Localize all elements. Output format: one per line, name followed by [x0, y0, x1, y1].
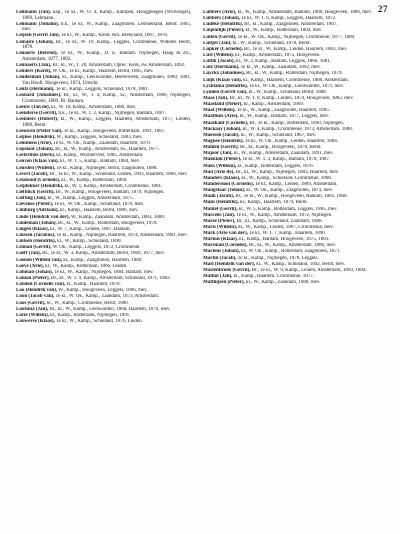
entry-text: kl., W., Kamp., Schieland, 1870, Bernt. — [232, 40, 311, 46]
register-entry — [16, 111, 191, 117]
register-entry — [16, 239, 191, 245]
entry-name: Loeve (Arie), — [16, 263, 44, 269]
entry-text: 1e kl., Kamp., Leiden, 1889, Amsterdam. — [255, 181, 338, 187]
entry-text: kl., W. 7, Kamp., Leiden, 1867, Bantam. — [50, 226, 131, 232]
entry-name: Lentz (Hermann), — [16, 86, 55, 92]
register-entry — [16, 40, 191, 51]
entry-name: Lemaire (Johan), — [16, 39, 54, 45]
register-entry — [16, 172, 191, 178]
register-entry — [16, 227, 191, 233]
register-entry — [16, 105, 191, 111]
register-entry — [203, 16, 378, 22]
entry-text: kl., Kamp., Leeuwarden, Heerenveen, Zaagmolen, 1869, 1881, Van Hooft, Hoogeveen, 1874, Utrecht. — [22, 75, 191, 86]
entry-text: kl., W. 4, Kamp., Crommenie, 1873, Amsterdam, 1880. — [242, 126, 353, 132]
entry-text: Br., 1e kl., W. 9, Kamp., Leiden, Amsterdam, 1869, 1884. — [251, 267, 367, 273]
entry-text: kl., W. Ok., Kamp., Zaagmolen, 1874, mev. — [246, 188, 334, 194]
entry-name: Linssen (Jacobus), — [16, 233, 56, 239]
register-entry — [203, 256, 378, 262]
entry-text: kl., Kamp., Haarlem, 1878. — [66, 282, 121, 288]
register-entry — [203, 28, 378, 34]
entry-text: Br., 1e kl., W., Kamp., Leiden, Haarlem, 1883, mev. — [244, 46, 348, 52]
entry-name: Martens (Johan), — [203, 249, 240, 255]
entry-text: W., Kamp., Leggels, Schieland, 1883, mev. — [56, 134, 143, 140]
entry-name: Lenders (Karel), — [16, 69, 52, 75]
entry-name: Lehmann (Jan), — [16, 10, 51, 15]
entry-name: Mandersloot (Cornelis), — [203, 181, 254, 187]
entry-text: kl., W. 5, Kamp., Rotterdam, Leggels, 1885, mev. — [238, 206, 338, 212]
register-entry — [203, 280, 378, 286]
entry-name: Mantel (Gerrit), — [203, 206, 238, 212]
entry-name: Lemmens (Arie), — [16, 140, 53, 146]
entry-text: 1e kl., W., Kamp., D. E. Bantam. Nijmegen, Haag & Zn., Amsterdam, 1877, 1882. — [22, 51, 191, 62]
entry-name: Leeuwen (Pieter van), — [16, 128, 63, 134]
register-entry — [16, 178, 191, 184]
entry-text: W. Ok., Kamp., Leggels, 1872, Crommenie. — [52, 245, 141, 251]
entry-name: Maessen (Jacob), — [203, 132, 240, 138]
entry-text: 1e kl., W., Kamp., Amsterdam, 1872, Nijmegen. — [236, 212, 333, 218]
register-entry — [16, 221, 191, 227]
register-entry — [203, 78, 378, 84]
entry-text: Br., kl., Kamp., Schieland, Zaandam, 1888. — [236, 218, 323, 224]
entry-text: kap., 1e kl., W. O. 4, Kamp., Kampen, Hooggelegen (Wolvengel), 1869, Lehmann. — [22, 10, 191, 21]
entry-name: Lexmond (Cornelis), — [16, 177, 61, 183]
entry-text: 1e kl., W. T. 7, Kamp., Haarlem, 1890. — [249, 231, 326, 237]
register-entry — [16, 319, 191, 325]
register-entry — [203, 22, 378, 28]
entry-text: Br., kl., W., Kamp., Amsterdam, 1886, mev. — [248, 243, 336, 249]
entry-name: Loeff (Jan), — [16, 251, 41, 257]
register-entry — [203, 262, 378, 268]
register-entry — [16, 10, 191, 21]
entry-text: 1e kl., W. Ok., Kamp., Leiden, Haarlem, 1884. — [244, 138, 338, 144]
register-entry — [16, 135, 191, 141]
register-entry — [203, 65, 378, 71]
entry-name: Mackaay (Johan), — [203, 126, 242, 132]
entry-name: Loon (Jacob van), — [16, 294, 55, 300]
entry-text: kl., W., Kamp., Amsterdam, Zaandam, 1891, mev. — [233, 151, 334, 157]
entry-text: kl., W., Kamp., Schieland, Crommenie, 1868. — [241, 175, 333, 181]
entry-text: kl., Kamp., Rotterdam, Leggels, 1876. — [237, 163, 314, 169]
entry-text: Br., kl., W., Kamp., Leeuwarden, 1868, Haarlem, 1879, mev. — [49, 306, 171, 312]
entry-text: 1e kl., Kamp., Nijmegen, Bernt, Zaagmolen, 1888. — [56, 165, 158, 171]
entry-name: Lindeman (Johan), — [16, 220, 57, 226]
register-entry — [16, 22, 191, 33]
register-entry — [16, 141, 191, 147]
entry-name: Maas (Jan), — [203, 95, 229, 101]
register-entry — [16, 147, 191, 153]
entry-name: Luijk (Klaas van), — [203, 77, 242, 83]
entry-text: Br., kl., W., T. 20, Amsterdam, Oprec. Kerk, Iw. Amsterdam, 1892. — [52, 62, 186, 68]
register-entry — [16, 288, 191, 294]
register-entry — [16, 202, 191, 208]
entry-text: kl., Kamp., Wormerveer, 1885, Amsterdam. — [56, 153, 144, 159]
entry-text: kl., Kamp., Haarlem, Crommenie, 1877. — [233, 274, 314, 280]
entry-text: kl., W., Kamp., Zaandam, 1880, mev. — [245, 280, 321, 286]
entry-text: kl., Kamp., Amsterdam, 1869. — [243, 102, 304, 108]
register-entry — [203, 10, 378, 16]
register-entry — [16, 93, 191, 104]
entry-text: kl., W., Kamp., Rotterdam, 1884, mev. — [245, 28, 323, 34]
entry-name: Luitjes (Jan), — [203, 40, 232, 46]
entry-text: Br., kl., W. T. 9, Kamp., Amsterdam, Schieland, 1871, 1882. — [51, 276, 171, 282]
entry-name: Marcelis (Jan), — [203, 212, 235, 218]
register-entry — [16, 215, 191, 221]
entry-text: 1e kl., Kamp., Leggels, Schieland, 1878, 1881. — [55, 86, 150, 92]
register-entry — [203, 47, 378, 53]
register-entry — [16, 196, 191, 202]
entry-text: kl., W., Kamp., Schieland, 1890. — [57, 239, 122, 245]
entry-name: Leonard (Johannes), — [16, 93, 62, 98]
register-entry — [16, 33, 191, 39]
entry-name: Lievense (Pieter), — [16, 202, 54, 208]
entry-name: Leusden (Willem), — [16, 165, 56, 171]
register-entry — [16, 313, 191, 319]
entry-name: Lesterhuis (Derk), — [16, 153, 55, 159]
entry-name: Leijnse (Hendrik), — [16, 134, 56, 140]
register-entry — [203, 157, 378, 163]
entry-text: kl., Kamp., Amsterdam, 1875, Hoogeveen. — [235, 52, 321, 58]
entry-name: Markus (Klaas), — [203, 237, 238, 243]
entry-text: 1e kl., W., Kamp., Kleid. Am. Breeyland, 1867, 1876. — [61, 33, 169, 39]
entry-name: Lehmann (Johann), — [16, 21, 59, 27]
entry-name: Loo (Hendrik van), — [16, 288, 58, 294]
entry-text: 1e kl., Kamp., Nijmegen, 1878, Leggels. — [237, 255, 319, 261]
register-entry — [203, 35, 378, 41]
entry-name: Leenderse (Gerrit), — [16, 110, 58, 116]
entry-name: Linde (Hendrik van der), — [16, 214, 70, 220]
entry-name: Leuven (Klaas van), — [16, 159, 59, 165]
entry-text: 1e kl., W. T. 6, Kamp., Leggels, Haarlem, 1872. — [241, 16, 337, 22]
entry-text: b.k., 1e kl., W. T. 2, Kamp., Nijmegen, Bantam, 1887. — [58, 110, 166, 116]
entry-name: Loenen (Willem van), — [16, 257, 63, 263]
entry-text: Br., 1e kl., W., Kamp., Hoogeveen, Bantam, 1881, 1866. — [235, 194, 348, 200]
entry-name: Luijendijk (Pieter), — [203, 28, 245, 34]
register-entry — [203, 225, 378, 231]
register-entry — [203, 207, 378, 213]
entry-name: Marsman (Cornelis), — [203, 243, 248, 249]
register-entry — [203, 151, 378, 157]
entry-name: Lorié (Willem), — [16, 312, 49, 318]
entry-name: Lennaerts (Jan), — [16, 62, 52, 68]
register-entry — [16, 307, 191, 313]
register-entry — [16, 276, 191, 282]
register-entry — [203, 90, 378, 96]
entry-name: Luiten (Gerrit), — [203, 34, 237, 40]
register-entry — [203, 145, 378, 151]
entry-name: Lintsen (Hendrik), — [16, 239, 56, 245]
entry-name: Mark (Arie van der), — [203, 231, 248, 237]
entry-name: Matthijsen (Pieter), — [203, 280, 245, 286]
entry-text: Br., kl., W. T. 8, Kamp., Leiden, 1874, Hoogeveen, 1882, mev. — [229, 95, 354, 101]
entry-name: Mast (Hendrik van der), — [203, 261, 256, 267]
register-entry — [16, 153, 191, 159]
entry-name: Lycklama (Hendrik), — [203, 83, 248, 89]
entry-name: Lieftinck (Gerrit), — [16, 190, 55, 196]
entry-name: Lust (Willem), — [203, 52, 234, 58]
register-entry — [203, 84, 378, 90]
register-entry — [16, 69, 191, 75]
entry-name: Lubbers (Johan), — [203, 16, 240, 22]
left-column — [16, 10, 191, 325]
entry-name: Lutz (Hermann), — [203, 65, 240, 71]
register-entry — [16, 190, 191, 196]
register-entry — [203, 213, 378, 219]
register-entry — [16, 129, 191, 135]
entry-text: kl., Kamp., Haarlem, Crommenie, 1886, Amsterdam. — [243, 77, 349, 83]
entry-name: Lisman (Gerrit), — [16, 245, 52, 251]
register-entry — [203, 121, 378, 127]
entry-text: 1e kl., W. Ok., Kamp., Zaandam, 1873, Amsterdam. — [55, 294, 160, 300]
entry-name: Lingen (Klaas), — [16, 226, 49, 232]
register-entry — [203, 249, 378, 255]
register-entry — [16, 301, 191, 307]
register-entry — [203, 59, 378, 65]
page-number: 27 — [378, 4, 388, 14]
entry-name: Leenders (Hubert), — [16, 116, 59, 122]
entry-name: Mastenbroek (Gerrit), — [203, 267, 251, 273]
register-entry — [203, 274, 378, 280]
entry-text: kl., Kamp., Rotterdam, Nijmegen, 1891. — [50, 312, 131, 318]
entry-text: 1e kl., Kamp., Nijmegen, Haarlem, 1874, Amsterdam, 1881, mev. — [56, 233, 188, 239]
entry-text: kl., W., Kamp., Leggels, Amsterdam, 1875. — [47, 196, 134, 202]
entry-name: Man (Arie de), — [203, 169, 235, 175]
entry-name: Leeuw (Jan de), — [16, 104, 50, 110]
register-entry — [203, 237, 378, 243]
entry-name: Leijsen (Gerrit Jan), — [16, 33, 60, 39]
entry-name: Lootsma (Jan), — [16, 306, 49, 312]
register-entry — [16, 75, 191, 86]
entry-name: Loman (Pieter), — [16, 276, 50, 282]
entry-text: 1e kl., W. Ok., Kamp., Schieland, 1870, mev. — [54, 202, 145, 208]
entry-text: kl., Kamp., Haarlem, Bernt, 1886, mev. — [59, 208, 139, 214]
register-entry — [203, 41, 378, 47]
register-entry — [16, 233, 191, 239]
entry-name: Londen (Cornelis van), — [16, 282, 66, 288]
register-entry — [16, 294, 191, 300]
entry-name: Lohman (Johan), — [16, 269, 53, 275]
entry-name: Magnée (Hendrik), — [203, 138, 244, 144]
entry-text: kl., W., Kamp., Bantam, 1877, Leggels, mev. — [239, 114, 330, 120]
register-entry — [16, 166, 191, 172]
register-entry — [16, 270, 191, 276]
entry-text: 1e kl., W., Kamp., Zaagmolen, Haarlem, 1885. — [236, 108, 330, 114]
entry-text: kl., W., Kamp., Amsterdam, Bantam, 1888, Hoogeveen, 1880, mev. — [237, 10, 372, 15]
entry-text: Br., 1e kl., W., Kamp., Schieland, Leiden, 1893, Haarlem, 1866, mev. — [49, 171, 188, 177]
register-entry — [16, 63, 191, 69]
register-entry — [16, 51, 191, 62]
entry-text: kl., W., Kamp., Rotterdam, 1866, Leiden. — [45, 263, 128, 269]
entry-text: Br., kl., W., Kamp., Rotterdam, Hoogeveen, 1878. — [58, 220, 158, 226]
register-entry — [203, 182, 378, 188]
entry-name: Leijdekker (Hendrik), — [16, 183, 64, 189]
register-entry — [203, 268, 378, 274]
entry-name: Marée (Pieter), — [203, 218, 236, 224]
right-column — [203, 10, 378, 286]
entry-name: Lynden (Gerrit van), — [203, 89, 248, 95]
entry-name: Lepelaar (Johan), — [16, 147, 54, 153]
entry-name: Mangelaar (Johan), — [203, 188, 246, 194]
entry-text: Br., kl., W., Kamp., Nijmegen, 1883, Haarlem, mev. — [235, 169, 340, 175]
register-entry — [203, 114, 378, 120]
register-entry — [16, 264, 191, 270]
entry-text: kl., W. T. 5, Kamp., Bantam, 1884, mev. — [60, 159, 141, 165]
entry-text: kl., W., Kamp., Schieland, Bernt, 1888. — [248, 89, 327, 95]
entry-name: Mathot (Jan), — [203, 274, 233, 280]
entry-text: kl., Kamp., Bantam, Hoogeveen, 1875, 1883. — [239, 237, 330, 243]
register-entry — [203, 194, 378, 200]
entry-text: kl., W. 2, Kamp., Bantam, Leggels, 1866, 1881. — [236, 59, 331, 65]
entry-text: 1e kl., W., Kamp., Zaandam, 1892, mev. — [240, 65, 321, 71]
entry-name: Maris (Willem), — [203, 224, 237, 230]
entry-text: kl., W. 10, Kamp., Amsterdam, 1880, mev. — [51, 104, 137, 110]
entry-text: Br., kl., Kamp., Hoogeveen, 1878, Bernt. — [239, 145, 322, 151]
entry-name: Mank (Jacob), — [203, 194, 235, 200]
entry-name: Lupker (Cornelis), — [203, 46, 243, 52]
entry-text: Br., kl., Kamp., Zaagmolen, Amsterdam, 1867. — [244, 22, 338, 28]
register-entry — [203, 127, 378, 133]
entry-text: 1e kl., W. Ok., Kamp., Leeuwarden, 1871, mev. — [249, 83, 345, 89]
entry-text: kl., Kamp., Zaagmolen, Haarlem, 1889. — [63, 257, 143, 263]
entry-text: kl., W., Kamp., Leggels, Haarlem, Amsterdam, 1877, Leiden, 1888, Bernt. — [22, 116, 191, 128]
register-entry — [203, 164, 378, 170]
entry-name: Manders (Klaas), — [203, 175, 241, 181]
register-entry — [203, 102, 378, 108]
entry-text: Br., kl., W., Kamp., Rotterdam, Nijmegen, 1879. — [246, 71, 343, 77]
register-entry — [203, 108, 378, 114]
entry-text: kl., W. Ok., Kamp., Rotterdam, Zaagmolen, 1871. — [241, 249, 341, 255]
register-entry — [203, 53, 378, 59]
entry-name: Mans (Hendrik), — [203, 200, 239, 206]
entry-text: 1e kl., W., Kamp., Nijmegen, 1884, Bantam, mev. — [54, 269, 154, 275]
entry-text: Br., 1e kl., W. 3, Kamp., Amsterdam, Bernt, 1869, 1877, mev. — [42, 251, 165, 257]
entry-text: Br., 1e kl., Kamp., Rotterdam, 1890, Nijmegen. — [249, 120, 344, 126]
entry-name: Luttik (Jacob), — [203, 59, 235, 65]
entry-name: Lenderman (Johan), — [16, 75, 61, 81]
entry-text: kl., W. 1, Kamp., Amsterdam, Crommenie, 1881. — [64, 183, 163, 189]
entry-text: 1e kl., Kamp., Hoogeveen, Rotterdam, 1891, 1887. — [63, 128, 166, 134]
entry-name: Limburg (Adriaan), — [16, 208, 59, 214]
entry-text: Br., 1e kl., W. 10, Kamp., Leggels, Crommenie, Willems Bernt, 1878. — [22, 39, 191, 51]
register-entry — [203, 96, 378, 102]
entry-text: b.k., 1e kl., W., Kamp., Zaagmolen, Lemsterland, Bernt. 1885, mev. — [22, 21, 191, 33]
register-entry — [16, 245, 191, 251]
register-entry — [203, 243, 378, 249]
register-entry — [203, 188, 378, 194]
entry-text: W., Kamp., Zaandam, Amsterdam, 1883, 1880. — [70, 214, 165, 220]
entry-text: Br., kl., W., T. 4, Kamp., Sc., Amsterdam, 1880, Nijmegen, Crommenie, 1869, Br. Bantam. — [22, 93, 191, 104]
register-entry — [203, 71, 378, 77]
entry-name: Levert (Jacob), — [16, 171, 49, 177]
register-entry — [16, 208, 191, 214]
register-entry — [203, 176, 378, 182]
entry-name: Makkink (Pieter), — [203, 157, 242, 163]
entry-name: Lubbers (Arie), — [203, 10, 237, 15]
entry-name: Loos (Gerrit), — [16, 300, 46, 306]
register-entry — [203, 170, 378, 176]
entry-text: 1e kl., W. Ok., Kamp., Zaandam, Haarlem, 1870. — [53, 140, 151, 146]
entry-name: Luyckx (Johannes), — [203, 71, 245, 77]
entry-text: 1e kl., W. T. 3, Kamp., Bantam, 1870, 1887. — [242, 157, 331, 163]
entry-text: kl., W., Kamp., Schieland, 1892, Bernt, mev. — [256, 261, 346, 267]
entry-name: Louwerse (Klaas), — [16, 319, 55, 325]
register-entry — [16, 159, 191, 165]
entry-name: Maathuis (Arie), — [203, 114, 239, 120]
register-entry — [203, 139, 378, 145]
entry-text: W. Ok., 1e kl., Kamp., Haarlem, Bernt, 1885, mev. — [52, 69, 154, 75]
register-entry — [16, 251, 191, 257]
entry-name: Maks (Willem), — [203, 163, 237, 169]
entry-name: Lenaerts (Berend), — [16, 51, 58, 57]
register-entry — [16, 258, 191, 264]
entry-name: Maaskant (Cornelis), — [203, 120, 249, 126]
entry-name: Mahieu (Gerrit), — [203, 145, 239, 151]
register-entry — [203, 200, 378, 206]
register-entry — [16, 117, 191, 128]
entry-text: 1e kl., W. Ok., Kamp., Nijmegen, Crommenie, 1877, 1889. — [237, 34, 356, 40]
entry-text: 1e kl., W., Kamp., Schieland, 1876, Leiden. — [56, 319, 143, 325]
entry-name: Liefting (Jan), — [16, 196, 47, 202]
register-entry — [16, 184, 191, 190]
entry-text: kl., W., Kamp., Rotterdam, 1868. — [61, 177, 128, 183]
entry-name: Maat (Willem), — [203, 108, 236, 114]
entry-text: kl., Kamp., Haarlem, 1879, Bernt. — [240, 200, 308, 206]
register-entry — [16, 87, 191, 93]
entry-text: Br., W., Kamp., Hoogeveen, Bantam, 1879, Nijmegen. — [55, 190, 165, 196]
register-entry — [203, 231, 378, 237]
entry-name: Maasland (Pieter), — [203, 102, 243, 108]
entry-name: Martin (Jacob), — [203, 255, 237, 261]
register-entry — [203, 133, 378, 139]
register-entry — [203, 219, 378, 225]
register-entry — [16, 282, 191, 288]
entry-text: kl., W., Kamp., Leiden, 1867, Crommenie, mev. — [238, 224, 334, 230]
entry-name: Ludeke (Hendrik), — [203, 22, 243, 28]
entry-name: Majoor (Jan), — [203, 151, 233, 157]
entry-text: W., Kamp., Hoogeveen, Leggels, 1886, mev. — [58, 288, 148, 294]
entry-text: kl., W., Kamp., Crommenie, Bernt, 1880. — [46, 300, 129, 306]
entry-text: kl., W., Kamp., Schieland, 1867, mev. — [240, 132, 317, 138]
entry-text: Br., kl., W., Kamp., Amsterdam, Iw., Haarlem, 1877. — [55, 147, 160, 153]
